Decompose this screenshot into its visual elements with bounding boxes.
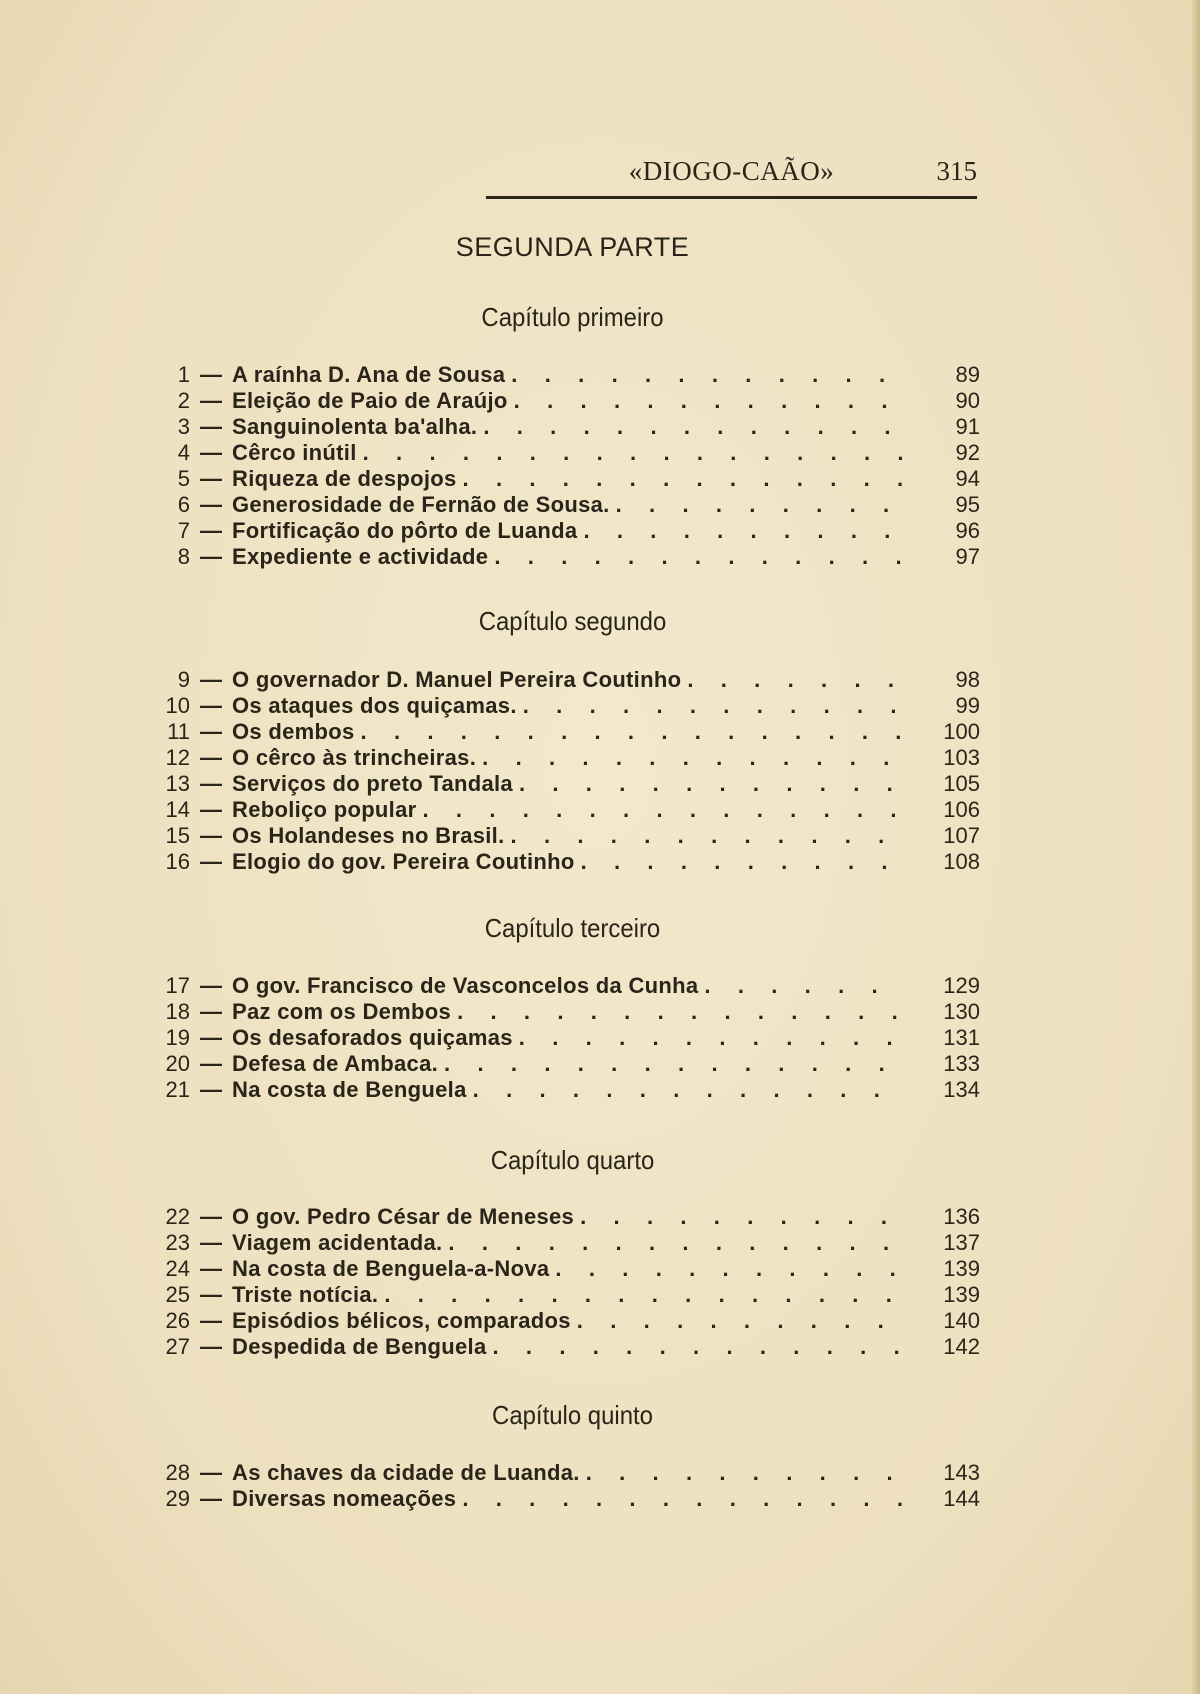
running-header [486,156,977,199]
dash-separator: — [200,1204,222,1229]
entry-number: 17 [165,973,190,998]
entry-title: O gov. Pedro César de Meneses [232,1204,575,1229]
entry-title: Os Holandeses no Brasil. [232,823,505,848]
chapter-heading: Capítulo segundo [478,606,667,636]
entry-title: Eleição de Paio de Araújo [232,388,508,413]
entry-page: 139 [943,1282,980,1307]
chapter-entries [150,362,980,570]
toc-entry [150,693,980,719]
dash-separator: — [200,544,222,569]
dash-separator: — [200,719,222,744]
entry-page: 95 [955,492,980,517]
dot-leader [616,492,904,518]
dot-leader [463,466,904,492]
entry-page: 142 [943,1334,980,1359]
entry-page: 134 [943,1077,980,1102]
dot-leader [444,1051,904,1077]
chapter-entries [150,1204,980,1360]
entry-page: 143 [943,1460,980,1485]
dot-leader [583,518,904,544]
toc-entry [150,518,980,544]
dot-leader [555,1256,904,1282]
toc-entry [150,1486,980,1512]
entry-page: 136 [943,1204,980,1229]
toc-entry [150,1077,980,1103]
dot-leader [704,973,904,999]
dash-separator: — [200,518,222,543]
entry-page: 108 [943,849,980,874]
entry-page: 133 [943,1051,980,1076]
dash-separator: — [200,1077,222,1102]
running-title: «DIOGO-CAÃO» [628,156,835,186]
entry-title: Triste notícia. [232,1282,379,1307]
entry-number: 26 [165,1308,190,1333]
dash-separator: — [200,1486,222,1511]
chapter-entries [150,1460,980,1512]
entry-page: 129 [943,973,980,998]
entry-title: Expediente e actividade [232,544,489,569]
dot-leader [361,719,904,745]
dot-leader [577,1308,904,1334]
dot-leader [483,414,904,440]
dot-leader [580,1204,904,1230]
entry-page: 96 [955,518,980,543]
dash-separator: — [200,1230,222,1255]
entry-page: 98 [955,667,980,692]
toc-entry [150,1025,980,1051]
entry-number: 11 [167,719,190,744]
dash-separator: — [200,414,222,439]
entry-number: 27 [165,1334,190,1359]
dot-leader [482,745,904,771]
entry-number: 5 [177,466,190,491]
entry-title: Episódios bélicos, comparados [232,1308,571,1333]
toc-entry [150,745,980,771]
toc-entry [150,771,980,797]
toc-entry [150,1460,980,1486]
dash-separator: — [200,849,222,874]
entry-number: 18 [165,999,190,1024]
entry-title: Defesa de Ambaca. [232,1051,439,1076]
entry-title: Os dembos [232,719,355,744]
dash-separator: — [200,999,222,1024]
toc-entry [150,440,980,466]
entry-title: Fortificação do pôrto de Luanda [232,518,578,543]
entry-title: Sanguinolenta ba'alha. [232,414,478,439]
entry-number: 23 [165,1230,190,1255]
entry-number: 28 [165,1460,190,1485]
dot-leader [384,1282,904,1308]
chapter-entries [150,973,980,1103]
entry-title: Generosidade de Fernão de Sousa. [232,492,610,517]
dot-leader [457,999,904,1025]
dash-separator: — [200,745,222,770]
entry-number: 15 [165,823,190,848]
dash-separator: — [200,823,222,848]
entry-number: 25 [165,1282,190,1307]
entry-title: Viagem acidentada. [232,1230,443,1255]
dash-separator: — [200,362,222,387]
entry-page: 92 [955,440,980,465]
dash-separator: — [200,973,222,998]
entry-page: 103 [943,745,980,770]
entry-number: 2 [177,388,190,413]
entry-title: Elogio do gov. Pereira Coutinho [232,849,575,874]
dash-separator: — [200,693,222,718]
dot-leader [462,1486,904,1512]
entry-page: 137 [943,1230,980,1255]
toc-entry [150,1051,980,1077]
dash-separator: — [200,1460,222,1485]
dash-separator: — [200,1334,222,1359]
dot-leader [473,1077,904,1103]
dash-separator: — [200,466,222,491]
toc-entry [150,544,980,570]
entry-title: Na costa de Benguela-a-Nova [232,1256,550,1281]
entry-title: Paz com os Dembos [232,999,452,1024]
toc-entry [150,999,980,1025]
toc-entry [150,1204,980,1230]
toc-entry [150,362,980,388]
entry-page: 106 [943,797,980,822]
entry-number: 9 [177,667,190,692]
dot-leader [422,797,904,823]
dot-leader [363,440,904,466]
entry-number: 21 [165,1077,190,1102]
entry-number: 24 [165,1256,190,1281]
part-title: SEGUNDA PARTE [455,232,690,262]
entry-title: Riqueza de despojos [232,466,457,491]
dash-separator: — [200,1308,222,1333]
dot-leader [511,823,904,849]
entry-page: 130 [943,999,980,1024]
dot-leader [511,362,904,388]
entry-page: 90 [955,388,980,413]
dot-leader [523,693,904,719]
entry-title: O gov. Francisco de Vasconcelos da Cunha [232,973,699,998]
dot-leader [519,771,904,797]
toc-entry [150,1256,980,1282]
entry-title: Despedida de Benguela [232,1334,487,1359]
entry-title: As chaves da cidade de Luanda. [232,1460,580,1485]
entry-title: Os desaforados quiçamas [232,1025,513,1050]
entry-page: 131 [943,1025,980,1050]
toc-entry [150,823,980,849]
dash-separator: — [200,1256,222,1281]
entry-number: 13 [165,771,190,796]
toc-entry [150,414,980,440]
dash-separator: — [200,440,222,465]
dot-leader [514,388,904,414]
entry-number: 16 [165,849,190,874]
entry-title: Na costa de Benguela [232,1077,467,1102]
entry-number: 7 [177,518,190,543]
toc-entry [150,492,980,518]
entry-title: O cêrco às trincheiras. [232,745,477,770]
dot-leader [494,544,904,570]
entry-number: 14 [165,797,190,822]
entry-number: 8 [177,544,190,569]
toc-entry [150,667,980,693]
toc-entry [150,466,980,492]
chapter-heading: Capítulo primeiro [481,302,664,332]
entry-number: 19 [165,1025,190,1050]
entry-page: 105 [943,771,980,796]
entry-number: 29 [165,1486,190,1511]
toc-entry [150,1334,980,1360]
dot-leader [492,1334,904,1360]
page-edge [1192,0,1200,1694]
dash-separator: — [200,1051,222,1076]
dash-separator: — [200,667,222,692]
entry-number: 6 [177,492,190,517]
dot-leader [687,667,904,693]
entry-number: 12 [165,745,190,770]
chapter-heading: Capítulo terceiro [484,913,661,943]
dot-leader [581,849,904,875]
entry-page: 100 [943,719,980,744]
entry-page: 97 [955,544,980,569]
entry-page: 94 [955,466,980,491]
entry-number: 3 [177,414,190,439]
toc-entry [150,388,980,414]
dash-separator: — [200,1282,222,1307]
entry-page: 99 [955,693,980,718]
entry-title: Diversas nomeações [232,1486,457,1511]
entry-number: 10 [165,693,190,718]
toc-entry [150,1282,980,1308]
dash-separator: — [200,388,222,413]
entry-title: O governador D. Manuel Pereira Coutinho [232,667,682,692]
page-number: 315 [936,156,977,186]
toc-entry [150,1308,980,1334]
entry-title: Cêrco inútil [232,440,357,465]
dash-separator: — [200,1025,222,1050]
entry-number: 22 [165,1204,190,1229]
entry-page: 139 [943,1256,980,1281]
entry-title: Serviços do preto Tandala [232,771,513,796]
dot-leader [448,1230,904,1256]
dash-separator: — [200,492,222,517]
toc-entry [150,1230,980,1256]
toc-entry [150,797,980,823]
entry-number: 20 [165,1051,190,1076]
chapter-heading: Capítulo quarto [490,1145,655,1175]
entry-page: 140 [943,1308,980,1333]
dot-leader [519,1025,904,1051]
entry-number: 4 [177,440,190,465]
entry-page: 89 [955,362,980,387]
entry-number: 1 [177,362,190,387]
dash-separator: — [200,771,222,796]
entry-title: A raínha D. Ana de Sousa [232,362,506,387]
toc-entry [150,849,980,875]
chapter-heading: Capítulo quinto [492,1400,653,1430]
dash-separator: — [200,797,222,822]
entry-page: 91 [955,414,980,439]
dot-leader [586,1460,904,1486]
entry-page: 144 [943,1486,980,1511]
toc-entry [150,719,980,745]
entry-title: Os ataques dos quiçamas. [232,693,517,718]
entry-title: Reboliço popular [232,797,417,822]
chapter-entries [150,667,980,875]
entry-page: 107 [943,823,980,848]
toc-entry [150,973,980,999]
